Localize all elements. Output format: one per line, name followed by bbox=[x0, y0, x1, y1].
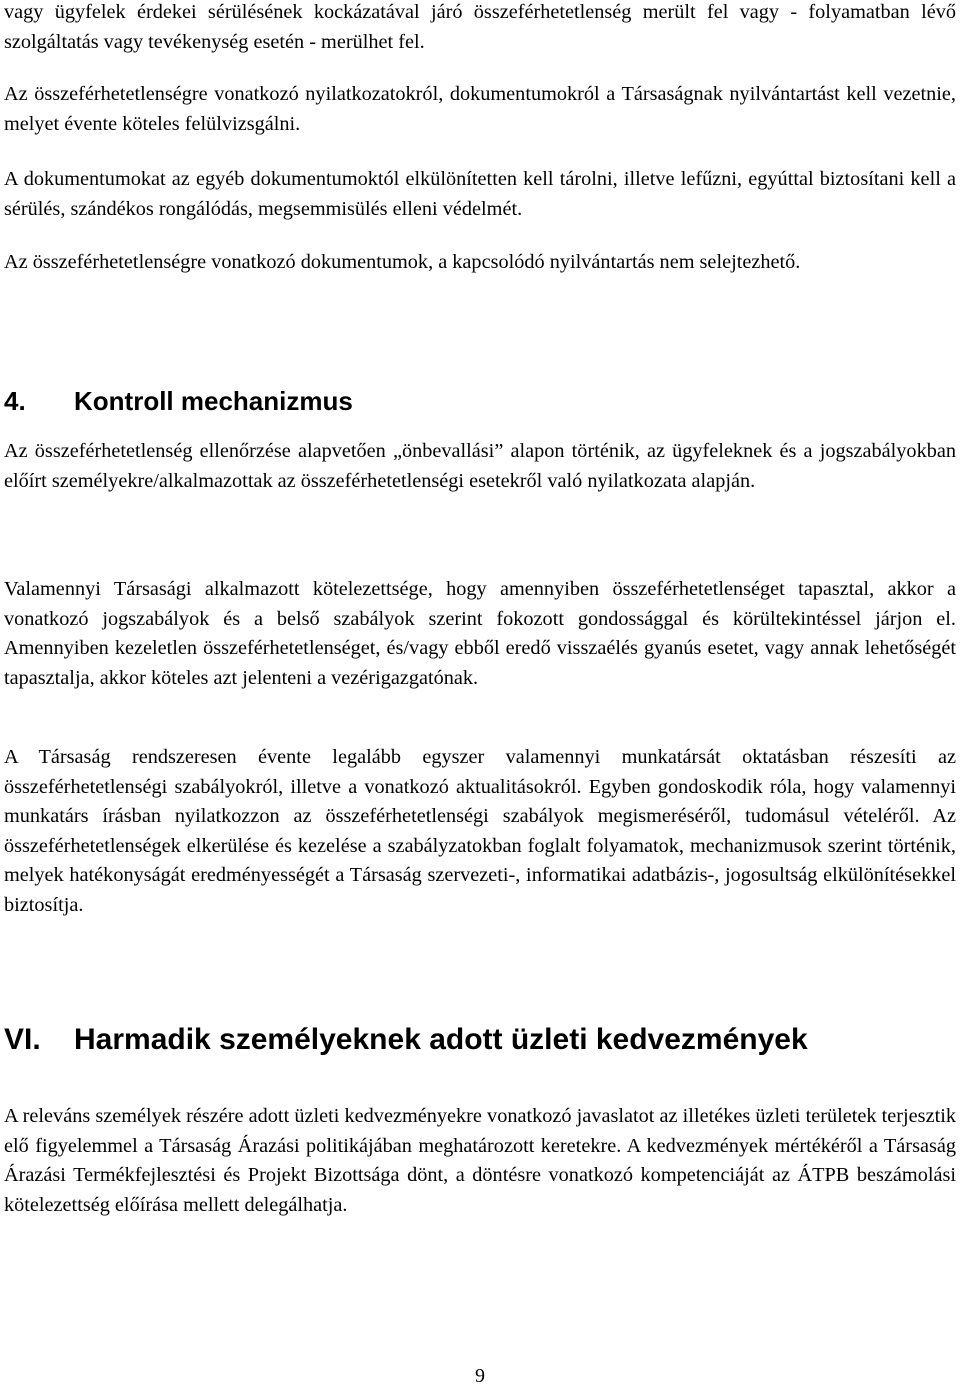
paragraph-declarations-register: Az összeférhetetlenségre vonatkozó nyilatkozatokról, dokumentumokról a Társaságnak nyilvántartást kell vezetnie, melyet évente köteles felülvizsgálni. bbox=[4, 83, 956, 135]
paragraph-document-storage: A dokumentumokat az egyéb dokumentumoktól elkülönítetten kell tárolni, illetve lefűzni, egyúttal biztosítani kell a sérülés, szándékos rongálódás, megsemmisülés elleni védelmét. bbox=[4, 168, 956, 220]
section-title: Kontroll mechanizmus bbox=[74, 386, 353, 416]
section-number: 4. bbox=[4, 386, 26, 416]
section-heading-control-mechanism bbox=[4, 383, 353, 419]
paragraph-no-disposal: Az összeférhetetlenségre vonatkozó dokumentumok, a kapcsolódó nyilvántartás nem selejtezhető. bbox=[4, 251, 801, 273]
section-number: VI. bbox=[4, 1023, 41, 1056]
section-heading-third-party-discounts bbox=[4, 1018, 808, 1062]
section-title: Harmadik személyeknek adott üzleti kedvezmények bbox=[74, 1023, 808, 1056]
paragraph-training: A Társaság rendszeresen évente legalább egyszer valamennyi munkatársát oktatásban részesíti az összeférhetetlenségi szabályokról, illetve a vonatkozó aktualitásokról. Egyben gondoskodik róla, hogy valamennyi munkatárs írásban nyilatkozzon az összeférhetetlenségi szabályok megismeréséről, tudomásul vételéről. Az összeférhetetlenségek elkerülése és kezelése a szabályzatokban foglalt folyamatok, mechanizmusok szerint történik, melyek hatékonyságát eredményességét a Társaság szervezeti-, informatikai adatbázis-, jogosultság elkülönítésekkel biztosítja. bbox=[4, 746, 956, 916]
page-number: 9 bbox=[475, 1365, 485, 1387]
paragraph-discount-proposals: A releváns személyek részére adott üzleti kedvezményekre vonatkozó javaslatot az illetékes üzleti területek terjesztik elő figyelemmel a Társaság Árazási politikájában meghatározott keretekre. A kedvezmények mértékéről a Társaság Árazási Termékfejlesztési és Projekt Bizottsága dönt, a döntésre vonatkozó kompetenciáját az ÁTPB beszámolási kötelezettség előírása mellett delegálhatja. bbox=[4, 1105, 956, 1216]
paragraph-conflict-risk: vagy ügyfelek érdekei sérülésének kockázatával járó összeférhetetlenség merült fel vagy - folyamatban lévő szolgáltatás vagy tevékenység esetén - merülhet fel. bbox=[4, 1, 956, 53]
document-page bbox=[4, 0, 956, 1391]
paragraph-employee-obligation: Valamennyi Társasági alkalmazott kötelezettsége, hogy amennyiben összeférhetetlenséget tapasztal, akkor a vonatkozó jogszabályok és a belső szabályok szerint fokozott gondossággal és körültekintéssel járjon el. Amennyiben kezeletlen összeférhetetlenséget, és/vagy ebből eredő visszaélés gyanús esetet, vagy annak lehetőségét tapasztalja, akkor köteles azt jelenteni a vezérigazgatónak. bbox=[4, 578, 956, 689]
paragraph-self-declaration: Az összeférhetetlenség ellenőrzése alapvetően „önbevallási” alapon történik, az ügyfeleknek és a jogszabályokban előírt személyekre/alkalmazottak az összeférhetetlenségi esetekről való nyilatkozata alapján. bbox=[4, 440, 956, 492]
